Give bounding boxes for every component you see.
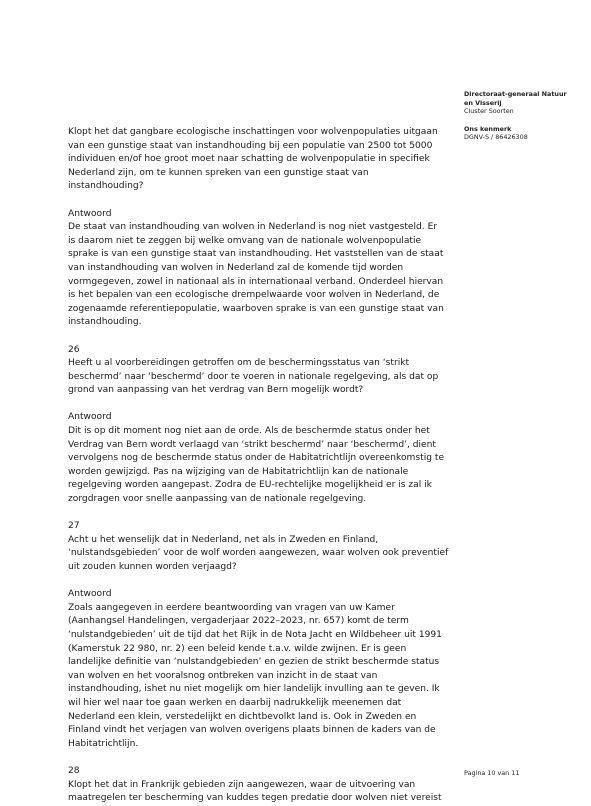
answer-text-line: is daarom niet te zeggen bij welke omvang van de nationale wolvenpopulatie (68, 235, 422, 246)
answer-text-line: Verdrag van Bern wordt verlaagd van ‘strikt beschermd’ naar ‘beschermd’, dient (68, 439, 436, 450)
answer-text-line: landelijke definitie van ‘nulstandgebieden’ en gezien de strikt beschermde status (68, 657, 440, 668)
answer-text-line: vormgegeven, zowel in nationaal als in internationaal verband. Onderdeel hiervan (68, 276, 444, 287)
reference-value: DGNV-S / 86426308 (464, 133, 528, 142)
document-sidebar (464, 90, 586, 142)
answer-text-line: van instandhouding van wolven in Nederland zal de komende tijd worden (68, 262, 404, 273)
question-text-line: ‘nulstandsgebieden’ voor de wolf worden aangewezen, waar wolven ook preventief (68, 548, 449, 559)
question-text-line: grond van aanpassing van het verdrag van Bern mogelijk wordt? (68, 385, 364, 396)
answer-label: Antwoord (68, 589, 112, 600)
answer-text-line: instandhouding. (68, 317, 142, 328)
answer-text-line: Habitatrichtlijn. (68, 738, 139, 749)
answer-text-line: Nederland een klein, verstedelijkt en dichtbevolkt land is. Ook in Zweden en (68, 711, 417, 722)
org-name-line-1: Directoraat-generaal Natuur (464, 90, 567, 98)
org-name-line-2: en Visserij (464, 98, 502, 107)
answer-text-line: ‘nulstandgebieden’ uit de tijd dat het Rijk in de Nota Jacht en Wildbeheer uit 1991 (68, 629, 442, 640)
question-text-line: van een gunstige staat van instandhouding bij een populatie van 2500 tot 5000 (68, 140, 433, 151)
answer-text-line: sprake is van een gunstige staat van instandhouding. Het vaststellen van de staat (68, 249, 444, 260)
answer-text-line: Zoals aangegeven in eerdere beantwoording van vragen van uw Kamer (68, 602, 395, 613)
answer-text-line: zogenaamde referentiepopulatie, waarboven sprake is van een gunstige staat van (68, 303, 444, 314)
answer-text-line: (Aanhangsel Handelingen, vergaderjaar 2022–2023, nr. 657) komt de term (68, 616, 409, 627)
answer-text-line: instandhouding, ishet nu niet mogelijk om hier landelijk invulling aan te geven. Ik (68, 684, 440, 695)
page-number: Pagina 10 van 11 (464, 769, 520, 777)
answer-label: Antwoord (68, 208, 112, 219)
answer-text-line: vervolgens nog de beschermde status onder de Habitatrichtlijn overeenkomstig te (68, 453, 445, 464)
answer-text-line: De staat van instandhouding van wolven in Nederland is nog niet vastgesteld. Er (68, 222, 438, 233)
answer-text-line: zorgdragen voor snelle aanpassing van de nationale regelgeving. (68, 494, 367, 505)
question-text-line: Acht u het wenselijk dat in Nederland, net als in Zweden en Finland, (68, 534, 379, 545)
question-number: 28 (68, 765, 80, 776)
question-text-line: maatregelen ter bescherming van kuddes tegen predatie door wolven niet vereist (68, 793, 442, 804)
answer-text-line: (Kamerstuk 22 980, nr. 2) een beleid kende t.a.v. wilde zwijnen. Er is geen (68, 643, 407, 654)
question-text-line: individuen en/of hoe groot moet naar schatting de wolvenpopulatie in specifiek (68, 154, 430, 165)
question-text-line: Nederland zijn, om te kunnen spreken van een gunstige staat van (68, 167, 369, 178)
question-text-line: Klopt het dat in Frankrijk gebieden zijn aangewezen, waar de uitvoering van (68, 779, 416, 790)
reference-label: Ons kenmerk (464, 124, 512, 133)
question-text-line: Heeft u al voorbereidingen getroffen om de beschermingsstatus van ‘strikt (68, 358, 410, 369)
question-number: 26 (68, 344, 80, 355)
org-cluster: Cluster Soorten (464, 107, 514, 116)
answer-text-line: Finland vindt het verjagen van wolven overigens plaats binnen de kaders van de (68, 725, 436, 736)
answer-text-line: regelgeving worden aangepast. Zodra de EU-rechtelijke mogelijkheid er is zal ik (68, 480, 432, 491)
answer-text-line: worden gewijzigd. Pas na wijziging van de Habitatrichtlijn kan de nationale (68, 466, 409, 477)
document-body (68, 126, 464, 806)
question-number: 27 (68, 521, 80, 532)
answer-text-line: wil hier wel naar toe gaan werken en daarbij nadrukkelijk meenemen dat (68, 697, 402, 708)
question-text-line: instandhouding? (68, 181, 144, 192)
answer-text-line: Dit is op dit moment nog niet aan de orde. Als de beschermde status onder het (68, 426, 430, 437)
answer-text-line: is het bepalen van een ecologische drempelwaarde voor wolven in Nederland, de (68, 290, 440, 301)
answer-text-line: van wolven en het vooralsnog ontbreken van inzicht in de staat van (68, 670, 378, 681)
question-text-line: uit zouden kunnen worden verjaagd? (68, 562, 237, 572)
answer-label: Antwoord (68, 412, 112, 423)
question-text-line: beschermd’ naar ‘beschermd’ door te voeren in nationale regelgeving, als dat op (68, 371, 439, 382)
question-text-line: Klopt het dat gangbare ecologische inschattingen voor wolvenpopulaties uitgaan (68, 127, 438, 137)
